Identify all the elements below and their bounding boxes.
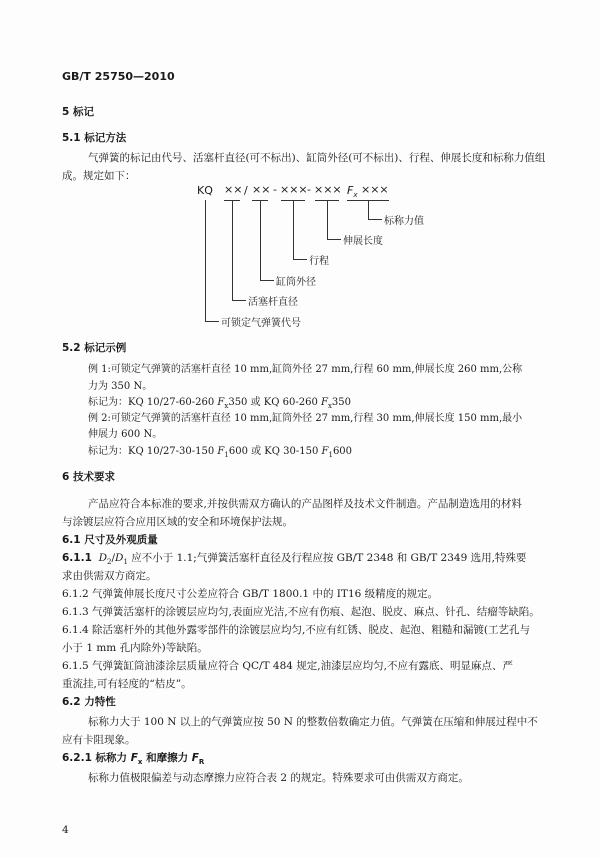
leader-line	[368, 200, 369, 219]
clause-6-1-4: 6.1.4 除活塞杆外的其他外露零部件的涂镀层应均匀,不应有红锈、脱皮、起泡、粗糙和漏镀(工艺孔与	[62, 624, 530, 636]
label-rod-diameter: 活塞杆直径	[248, 297, 298, 308]
label-stroke: 行程	[309, 256, 329, 267]
section-6-title: 6 技术要求	[62, 471, 115, 483]
section-5-title: 5 标记	[62, 106, 94, 118]
code-slash: /	[244, 184, 248, 197]
paragraph-line: 成。规定如下：	[62, 170, 136, 182]
label-extended-length: 伸展长度	[343, 236, 383, 247]
paragraph-line: 小于 1 mm 孔内除外)等缺陷。	[62, 642, 208, 654]
paragraph-line: 应有卡阻现象。	[62, 734, 136, 746]
code-rod-diameter: ××	[224, 183, 243, 196]
standard-number: GB/T 25750—2010	[62, 70, 175, 83]
clause-6-1-2: 6.1.2 气弹簧伸展长度尺寸公差应符合 GB/T 1800.1 中的 IT16 级精度的规定。	[62, 588, 439, 600]
code-dash: -	[273, 183, 277, 196]
code-tube-diameter: ××	[252, 183, 271, 196]
example-1-line: 力为 350 N。	[88, 381, 153, 392]
code-extended-length: ×××	[314, 183, 342, 196]
paragraph-line: 气弹簧的标记由代号、活塞杆直径(可不标出)、缸筒外径(可不标出)、行程、伸展长度和标称力值组	[88, 152, 546, 164]
leader-line	[205, 200, 206, 321]
label-tube-diameter: 缸筒外径	[276, 277, 316, 288]
page-number: 4	[62, 824, 69, 836]
section-5-2-title: 5.2 标记示例	[62, 342, 127, 354]
leader-line	[293, 200, 294, 259]
clause-6-1-1: 6.1.1 $D_2/D_1$ 应不小于 1.1;气弹簧活塞杆直径及行程应按 GB/T 2348 和 GB/T 2349 选用,特殊要	[62, 552, 527, 567]
code-stroke: ×××	[280, 183, 308, 196]
leader-line	[368, 219, 382, 220]
example-1-mark: 标记为：KQ 10/27-60-260 $F_x350$ 或 KQ 60-260 $F_x350$	[88, 397, 351, 410]
clause-6-1-5: 6.1.5 气弹簧缸筒油漆涂层质量应符合 QC/T 484 规定,油漆层应均匀,不应有露底、明显麻点、严	[62, 660, 513, 672]
code-nominal-force: ×××	[361, 183, 389, 196]
clause-6-1-3: 6.1.3 气弹簧活塞杆的涂镀层应均匀,表面应光洁,不应有伤痕、起泡、脱皮、麻点、针孔、结瘤等缺陷。	[62, 606, 540, 618]
paragraph-line: 产品应符合本标准的要求,并按供需双方确认的产品图样及技术文件制造。产品制造选用的材料	[88, 498, 522, 510]
section-6-2-title: 6.2 力特性	[62, 696, 116, 708]
paragraph-line: 求由供需双方商定。	[62, 570, 157, 582]
leader-line	[260, 280, 274, 281]
paragraph-line: 与涂镀层应符合应用区域的安全和环境保护法规。	[62, 516, 293, 528]
section-6-1-title: 6.1 尺寸及外观质量	[62, 534, 158, 546]
label-code: 可锁定气弹簧代号	[221, 318, 301, 329]
leader-line	[205, 321, 219, 322]
paragraph-line: 重流挂,可有轻度的“桔皮”。	[62, 678, 192, 690]
leader-line	[293, 259, 307, 260]
example-2-mark: 标记为：KQ 10/27-30-150 $F_1600$ 或 KQ 30-150 $F_1600$	[88, 446, 353, 459]
paragraph-line: 标称力值极限偏差与动态摩擦力应符合表 2 的规定。特殊要求可由供需双方商定。	[88, 772, 469, 784]
leader-line	[232, 300, 246, 301]
example-2-line: 伸展力 600 N。	[88, 429, 163, 440]
code-kq: KQ	[197, 184, 213, 197]
code-force-symbol: $F_x$	[347, 184, 358, 200]
example-2-line: 例 2:可锁定气弹簧的活塞杆直径 10 mm,缸筒外径 27 mm,行程 30 mm,伸展长度 150 mm,最小	[88, 413, 523, 424]
leader-line	[327, 239, 341, 240]
leader-line	[232, 200, 233, 300]
leader-line	[327, 200, 328, 239]
label-nominal-force: 标称力值	[384, 216, 424, 227]
leader-line	[260, 200, 261, 280]
code-dash: -	[307, 183, 311, 196]
example-1-line: 例 1:可锁定气弹簧的活塞杆直径 10 mm,缸筒外径 27 mm,行程 60 mm,伸展长度 260 mm,公称	[88, 364, 523, 375]
paragraph-line: 标称力大于 100 N 以上的气弹簧应按 50 N 的整数倍数确定力值。气弹簧在压缩和伸展过程中不	[88, 716, 538, 728]
section-5-1-title: 5.1 标记方法	[62, 132, 127, 144]
section-6-2-1-title: 6.2.1 标称力 $F_x$ 和摩擦力 $F_R$	[62, 752, 205, 767]
